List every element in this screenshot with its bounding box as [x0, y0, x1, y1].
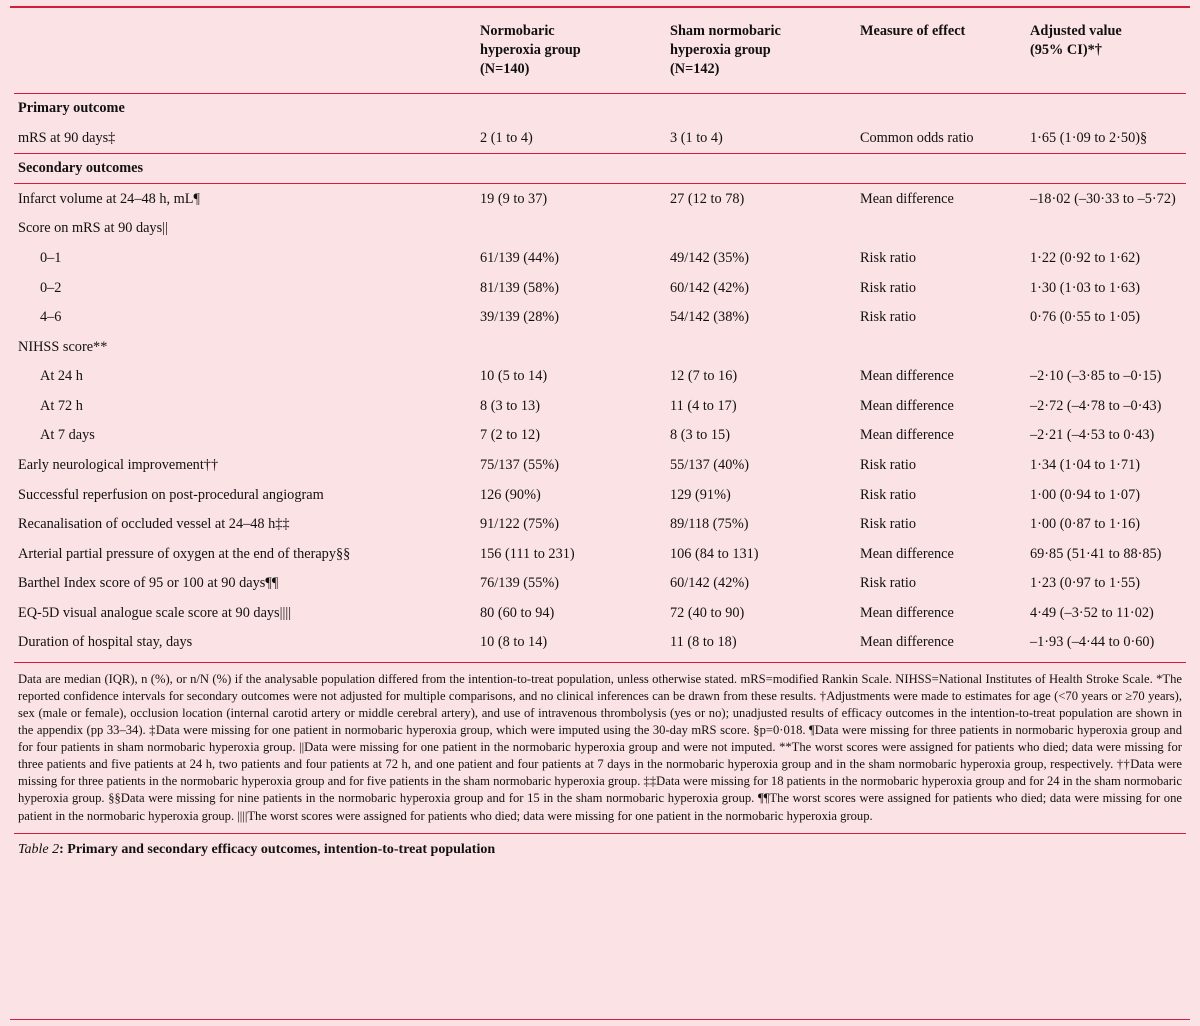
row-value-c2: 54/142 (38%)	[670, 309, 750, 326]
table-row	[14, 303, 1186, 333]
table-row	[14, 273, 1186, 303]
row-value-c1: 19 (9 to 37)	[480, 184, 670, 214]
row-value-c3	[860, 153, 1030, 184]
table-row	[14, 332, 1186, 362]
table-row	[14, 243, 1186, 273]
row-label: mRS at 90 days‡	[18, 129, 116, 146]
row-value-c4: 1·00 (0·94 to 1·07)	[1030, 486, 1140, 503]
row-value-c4: –2·21 (–4·53 to 0·43)	[1030, 427, 1155, 444]
header-line: Sham normobaric	[670, 23, 781, 39]
table-row	[14, 362, 1186, 392]
row-value-c4: 1·65 (1·09 to 2·50)§	[1030, 129, 1148, 146]
row-value-c2: 129 (91%)	[670, 486, 731, 503]
table-row	[14, 451, 1186, 481]
bottom-rule	[10, 1019, 1190, 1021]
row-value-c4: –2·72 (–4·78 to –0·43)	[1030, 397, 1162, 414]
column-header-normobaric-hyperoxia	[480, 14, 670, 93]
header-line: Normobaric	[480, 23, 555, 39]
table-row	[14, 214, 1186, 244]
table-row	[14, 123, 1186, 153]
row-value-c1: 2 (1 to 4)	[480, 129, 533, 146]
row-label: Score on mRS at 90 days||	[18, 220, 168, 237]
row-value-c1: 61/139 (44%)	[480, 249, 560, 266]
row-value-c1: 81/139 (58%)	[480, 279, 560, 296]
row-value-c3	[860, 93, 1030, 123]
table-row	[14, 184, 1186, 214]
row-value-c3	[860, 214, 1030, 244]
row-value-c3: Risk ratio	[860, 516, 916, 533]
row-value-c3: Mean difference	[860, 634, 954, 651]
row-value-c3: Mean difference	[860, 368, 954, 385]
row-label: 0–2	[40, 279, 62, 296]
row-value-c4	[1030, 93, 1186, 123]
header-line: hyperoxia group	[480, 41, 581, 58]
row-label: 4–6	[40, 309, 62, 326]
row-value-c1: 39/139 (28%)	[480, 309, 560, 326]
row-value-c4: –2·10 (–3·85 to –0·15)	[1030, 368, 1162, 385]
column-header-outcome	[14, 14, 480, 93]
column-header-measure-of-effect	[860, 14, 1030, 93]
row-value-c1: 126 (90%)	[480, 486, 541, 503]
row-value-c1: 76/139 (55%)	[480, 575, 560, 592]
table-row	[14, 480, 1186, 510]
row-value-c1	[480, 214, 670, 244]
header-line: Adjusted value	[1030, 23, 1122, 39]
row-value-c3: Risk ratio	[860, 457, 916, 474]
row-value-c1	[480, 332, 670, 362]
row-value-c2: 89/118 (75%)	[670, 516, 749, 533]
row-value-c4	[1030, 153, 1186, 184]
outcomes-table	[14, 14, 1186, 658]
row-value-c2	[670, 214, 860, 244]
row-value-c3: Common odds ratio	[860, 129, 974, 146]
row-value-c4: 1·00 (0·87 to 1·16)	[1030, 516, 1140, 533]
column-header-adjusted-value	[1030, 14, 1186, 93]
table-row	[14, 569, 1186, 599]
row-value-c3	[860, 332, 1030, 362]
row-value-c2: 49/142 (35%)	[670, 249, 750, 266]
row-value-c1: 75/137 (55%)	[480, 457, 560, 474]
row-value-c2: 60/142 (42%)	[670, 279, 750, 296]
row-value-c2: 11 (8 to 18)	[670, 634, 737, 651]
row-label: Duration of hospital stay, days	[18, 634, 193, 651]
row-label: Secondary outcomes	[14, 153, 480, 184]
row-value-c4: 1·23 (0·97 to 1·55)	[1030, 575, 1140, 592]
row-value-c2	[670, 153, 860, 184]
row-value-c1: 7 (2 to 12)	[480, 427, 540, 444]
table-row	[14, 391, 1186, 421]
row-label: At 72 h	[40, 397, 83, 414]
table-body	[14, 93, 1186, 657]
row-value-c2: 72 (40 to 90)	[670, 604, 745, 621]
row-value-c3: Mean difference	[860, 184, 1030, 214]
row-value-c1: 8 (3 to 13)	[480, 397, 540, 414]
caption-title: Primary and secondary efficacy outcomes, intention-to-treat population	[67, 841, 496, 857]
row-value-c4	[1030, 332, 1186, 362]
row-label: Barthel Index score of 95 or 100 at 90 days¶¶	[18, 575, 279, 592]
row-label: Recanalisation of occluded vessel at 24–48 h‡‡	[18, 516, 290, 533]
row-value-c4: –18·02 (–30·33 to –5·72)	[1030, 184, 1186, 214]
row-value-c4: 1·22 (0·92 to 1·62)	[1030, 249, 1140, 266]
row-value-c3: Mean difference	[860, 545, 954, 562]
caption-separator: :	[59, 841, 68, 857]
table-row	[14, 628, 1186, 658]
row-label: EQ-5D visual analogue scale score at 90 days||||	[18, 604, 292, 621]
row-value-c4: 69·85 (51·41 to 88·85)	[1030, 545, 1162, 562]
table-row	[14, 598, 1186, 628]
row-value-c4: 4·49 (–3·52 to 11·02)	[1030, 604, 1154, 621]
table-head	[14, 14, 1186, 93]
row-label: Infarct volume at 24–48 h, mL¶	[14, 184, 480, 214]
row-value-c3: Risk ratio	[860, 309, 916, 326]
row-value-c2: 106 (84 to 131)	[670, 545, 759, 562]
row-label: NIHSS score**	[18, 338, 108, 355]
caption-number: Table 2	[18, 841, 60, 857]
row-value-c2: 11 (4 to 17)	[670, 397, 737, 414]
row-value-c3: Risk ratio	[860, 279, 916, 296]
row-value-c1: 91/122 (75%)	[480, 516, 560, 533]
row-value-c2: 8 (3 to 15)	[670, 427, 730, 444]
row-value-c4	[1030, 214, 1186, 244]
row-value-c4: 0·76 (0·55 to 1·05)	[1030, 309, 1140, 326]
row-label: Primary outcome	[14, 93, 480, 123]
row-value-c2	[670, 93, 860, 123]
header-line: (95% CI)*†	[1030, 41, 1102, 58]
row-value-c3: Risk ratio	[860, 486, 916, 503]
table-row	[14, 421, 1186, 451]
header-line: (N=142)	[670, 60, 720, 77]
row-value-c4: –1·93 (–4·44 to 0·60)	[1030, 634, 1155, 651]
table-row	[14, 510, 1186, 540]
row-value-c1	[480, 153, 670, 184]
header-row	[14, 14, 1186, 93]
table-row	[14, 539, 1186, 569]
row-value-c4: 1·34 (1·04 to 1·71)	[1030, 457, 1140, 474]
row-value-c1	[480, 93, 670, 123]
table-section-row	[14, 153, 1186, 184]
row-value-c3: Risk ratio	[860, 249, 916, 266]
row-label: Arterial partial pressure of oxygen at the end of therapy§§	[18, 545, 351, 562]
row-value-c1: 10 (8 to 14)	[480, 634, 548, 651]
row-label: Early neurological improvement††	[18, 457, 219, 474]
footnotes: Data are median (IQR), n (%), or n/N (%) if the analysable population differed from the intention-to-treat population, unless otherwise stated. mRS=modified Rankin Scale. NIHSS=National Institutes of Health Stroke Scale. *The reported confidence intervals for secondary outcomes were not adjusted for multiple comparisons, and no clinical inferences can be drawn from these results. †Adjustments were made to estimates for age (<70 years or ≥70 years), sex (male or female), occlusion location (internal carotid artery or middle cerebral artery), and use of intravenous thrombolysis (yes or no); unadjusted results of efficacy outcomes in the intention-to-treat population are shown in the appendix (pp 33–34). ‡Data were missing for one patient in normobaric hyperoxia group, which were imputed using the 30-day mRS score. §p=0·018. ¶Data were missing for three patients in normobaric hyperoxia group and for four patients in sham normobaric hyperoxia group. ||Data were missing for one patient in the normobaric hyperoxia group and were not imputed. **The worst scores were assigned for patients who died; data were missing for three patients and five patients at 24 h, two patients and four patients at 72 h, and one patient and four patients at 7 days in the normobaric hyperoxia group and in the sham normobaric hyperoxia group, respectively. ††Data were missing for three patients in the normobaric hyperoxia group and for five patients in the sham normobaric hyperoxia group. ‡‡Data were missing for 18 patients in the normobaric hyperoxia group and for 24 in the sham normobaric hyperoxia group. §§Data were missing for nine patients in the normobaric hyperoxia group and for 15 in the sham normobaric hyperoxia group. ¶¶The worst scores were assigned for patients who died; data were missing for one patient in the normobaric hyperoxia group. ||||The worst scores were assigned for patients who died; data were missing for one patient in the normobaric hyperoxia group.	[18, 671, 1182, 823]
row-value-c2: 55/137 (40%)	[670, 457, 750, 474]
header-line: (N=140)	[480, 60, 530, 77]
row-value-c1: 10 (5 to 14)	[480, 368, 548, 385]
table-caption	[14, 834, 1186, 866]
row-value-c3: Mean difference	[860, 604, 954, 621]
row-value-c3: Mean difference	[860, 427, 954, 444]
column-header-sham-normobaric-hyperoxia	[670, 14, 860, 93]
row-value-c1: 156 (111 to 231)	[480, 545, 575, 562]
row-label: Successful reperfusion on post-procedural angiogram	[18, 486, 324, 503]
row-label: At 24 h	[40, 368, 83, 385]
row-value-c4: 1·30 (1·03 to 1·63)	[1030, 279, 1140, 296]
row-label: 0–1	[40, 249, 62, 266]
row-value-c2: 3 (1 to 4)	[670, 129, 723, 146]
row-value-c2: 27 (12 to 78)	[670, 184, 860, 214]
row-value-c2: 60/142 (42%)	[670, 575, 750, 592]
row-label: At 7 days	[40, 427, 95, 444]
row-value-c2: 12 (7 to 16)	[670, 368, 738, 385]
row-value-c2	[670, 332, 860, 362]
row-value-c3: Mean difference	[860, 397, 954, 414]
table-section-row	[14, 93, 1186, 123]
row-value-c3: Risk ratio	[860, 575, 916, 592]
row-value-c1: 80 (60 to 94)	[480, 604, 555, 621]
header-line: hyperoxia group	[670, 41, 771, 58]
header-line: Measure of effect	[860, 23, 966, 39]
